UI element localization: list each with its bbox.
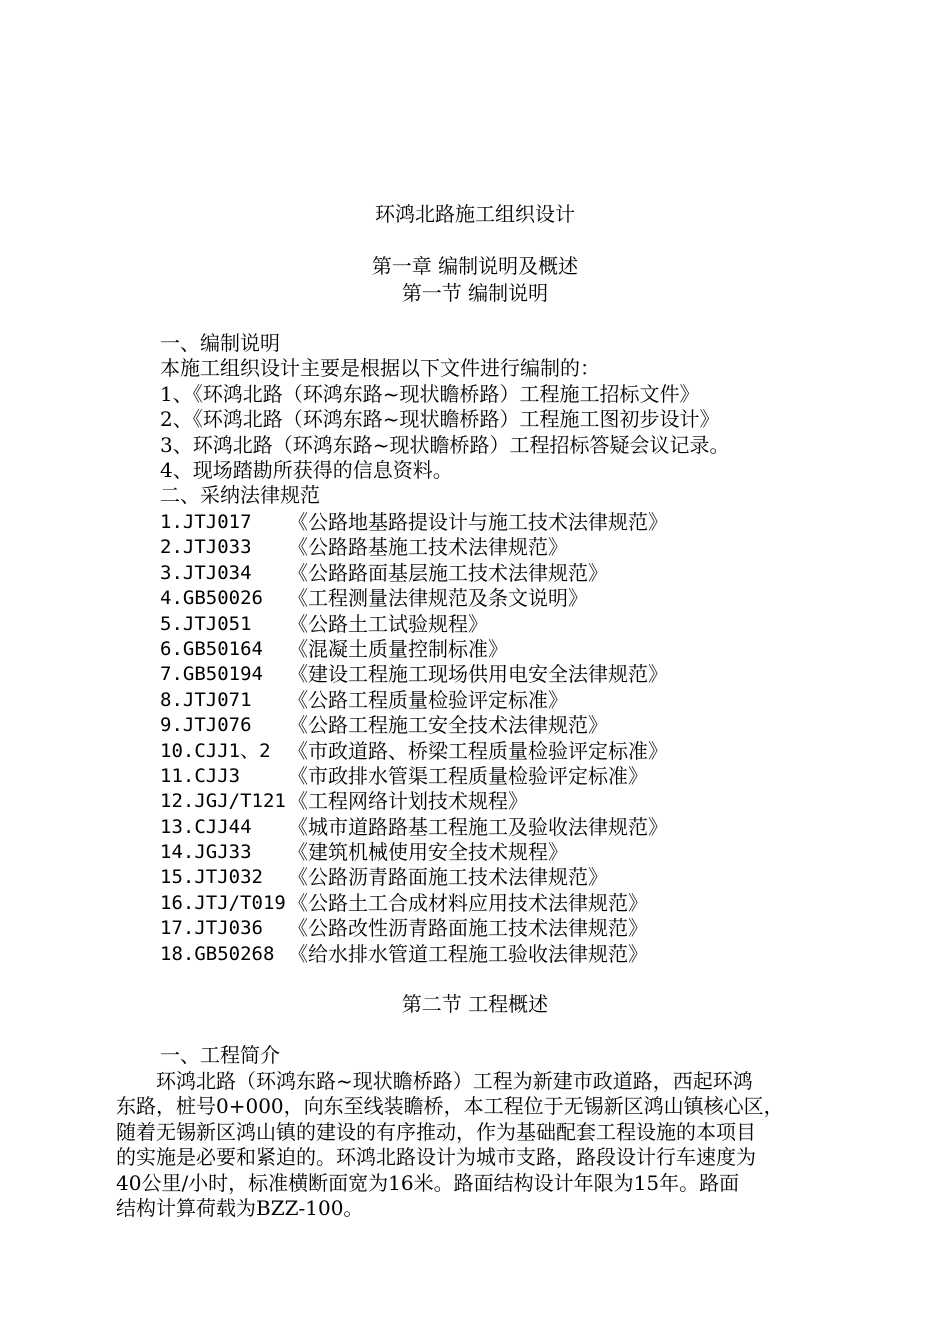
paragraph-line: 的实施是必要和紧迫的。环鸿北路设计为城市支路，路段设计行车速度为 (116, 1145, 756, 1170)
norm-code: 7.GB50194 (160, 663, 263, 686)
basis-intro: 本施工组织设计主要是根据以下文件进行编制的： (160, 356, 600, 381)
norm-title: 《公路路面基层施工技术法律规范》 (288, 560, 608, 585)
norm-code: 12.JGJ/T121 (160, 790, 286, 813)
paragraph-line: 结构计算荷载为BZZ-100。 (116, 1195, 364, 1220)
norm-code: 18.GB50268 (160, 942, 275, 965)
norm-code: 4.GB50026 (160, 587, 263, 610)
norms-heading: 二、采纳法律规范 (160, 483, 320, 508)
norm-title: 《公路土工合成材料应用技术法律规范》 (288, 890, 648, 915)
section-title-1: 第一节 编制说明 (401, 281, 549, 305)
norm-title: 《公路改性沥青路面施工技术法律规范》 (288, 916, 648, 941)
norm-code: 5.JTJ051 (160, 612, 252, 635)
basis-item: 2、《环鸿北路（环鸿东路~现状瞻桥路）工程施工图初步设计》 (160, 407, 720, 432)
overview-paragraph (116, 1069, 832, 1221)
norm-code: 8.JTJ071 (160, 688, 252, 711)
norm-code: 6.GB50164 (160, 637, 263, 660)
norm-title: 《工程网络计划技术规程》 (288, 789, 528, 814)
basis-heading: 一、编制说明 (160, 331, 280, 355)
norm-title: 《工程测量法律规范及条文说明》 (288, 586, 588, 611)
norm-title: 《建设工程施工现场供用电安全法律规范》 (288, 662, 668, 687)
paragraph-line: 随着无锡新区鸿山镇的建设的有序推动，作为基础配套工程设施的本项目 (116, 1119, 756, 1144)
norm-code: 15.JTJ032 (160, 866, 263, 889)
norm-title: 《混凝土质量控制标准》 (288, 636, 508, 661)
section-title-2: 第二节 工程概述 (401, 992, 549, 1016)
norm-title: 《市政道路、桥梁工程质量检验评定标准》 (288, 738, 668, 763)
norm-title: 《城市道路路基工程施工及验收法律规范》 (288, 814, 668, 839)
basis-item: 3、环鸿北路（环鸿东路~现状瞻桥路）工程招标答疑会议记录。 (160, 432, 730, 457)
chapter-title: 第一章 编制说明及概述 (371, 254, 579, 278)
paragraph-line: 东路，桩号0+000，向东至线装瞻桥，本工程位于无锡新区鸿山镇核心区， (116, 1094, 784, 1119)
norm-code: 11.CJJ3 (160, 764, 241, 787)
norm-title: 《市政排水管渠工程质量检验评定标准》 (288, 763, 648, 788)
norm-code: 13.CJJ44 (160, 815, 252, 838)
norm-code: 9.JTJ076 (160, 714, 252, 737)
norm-code: 16.JTJ/T019 (160, 891, 286, 914)
basis-item: 1、《环鸿北路（环鸿东路~现状瞻桥路）工程施工招标文件》 (160, 381, 700, 406)
norm-title: 《给水排水管道工程施工验收法律规范》 (288, 941, 648, 966)
document-title: 环鸿北路施工组织设计 (375, 202, 575, 226)
norm-title: 《公路工程施工安全技术法律规范》 (288, 713, 608, 738)
paragraph-line: 环鸿北路（环鸿东路~现状瞻桥路）工程为新建市政道路，西起环鸿 (116, 1069, 753, 1093)
norm-title: 《公路土工试验规程》 (288, 611, 488, 636)
norm-code: 14.JGJ33 (160, 841, 252, 864)
norm-title: 《公路地基路提设计与施工技术法律规范》 (288, 510, 668, 534)
basis-section (160, 331, 729, 509)
norm-code: 2.JTJ033 (160, 536, 252, 559)
norm-code: 1.JTJ017 (160, 511, 252, 533)
norm-title: 《公路工程质量检验评定标准》 (288, 687, 568, 712)
norm-title: 《公路路基施工技术法律规范》 (288, 535, 568, 560)
norm-title: 《建筑机械使用安全技术规程》 (288, 840, 568, 865)
overview-heading: 一、工程简介 (160, 1043, 280, 1067)
paragraph-line: 40公里/小时，标准横断面宽为16米。路面结构设计年限为15年。路面 (116, 1170, 740, 1195)
norm-code: 10.CJJ1、2 (160, 739, 271, 762)
norm-title: 《公路沥青路面施工技术法律规范》 (288, 865, 608, 890)
norm-code: 17.JTJ036 (160, 917, 263, 940)
basis-item: 4、现场踏勘所获得的信息资料。 (160, 457, 453, 482)
norm-code: 3.JTJ034 (160, 561, 252, 584)
